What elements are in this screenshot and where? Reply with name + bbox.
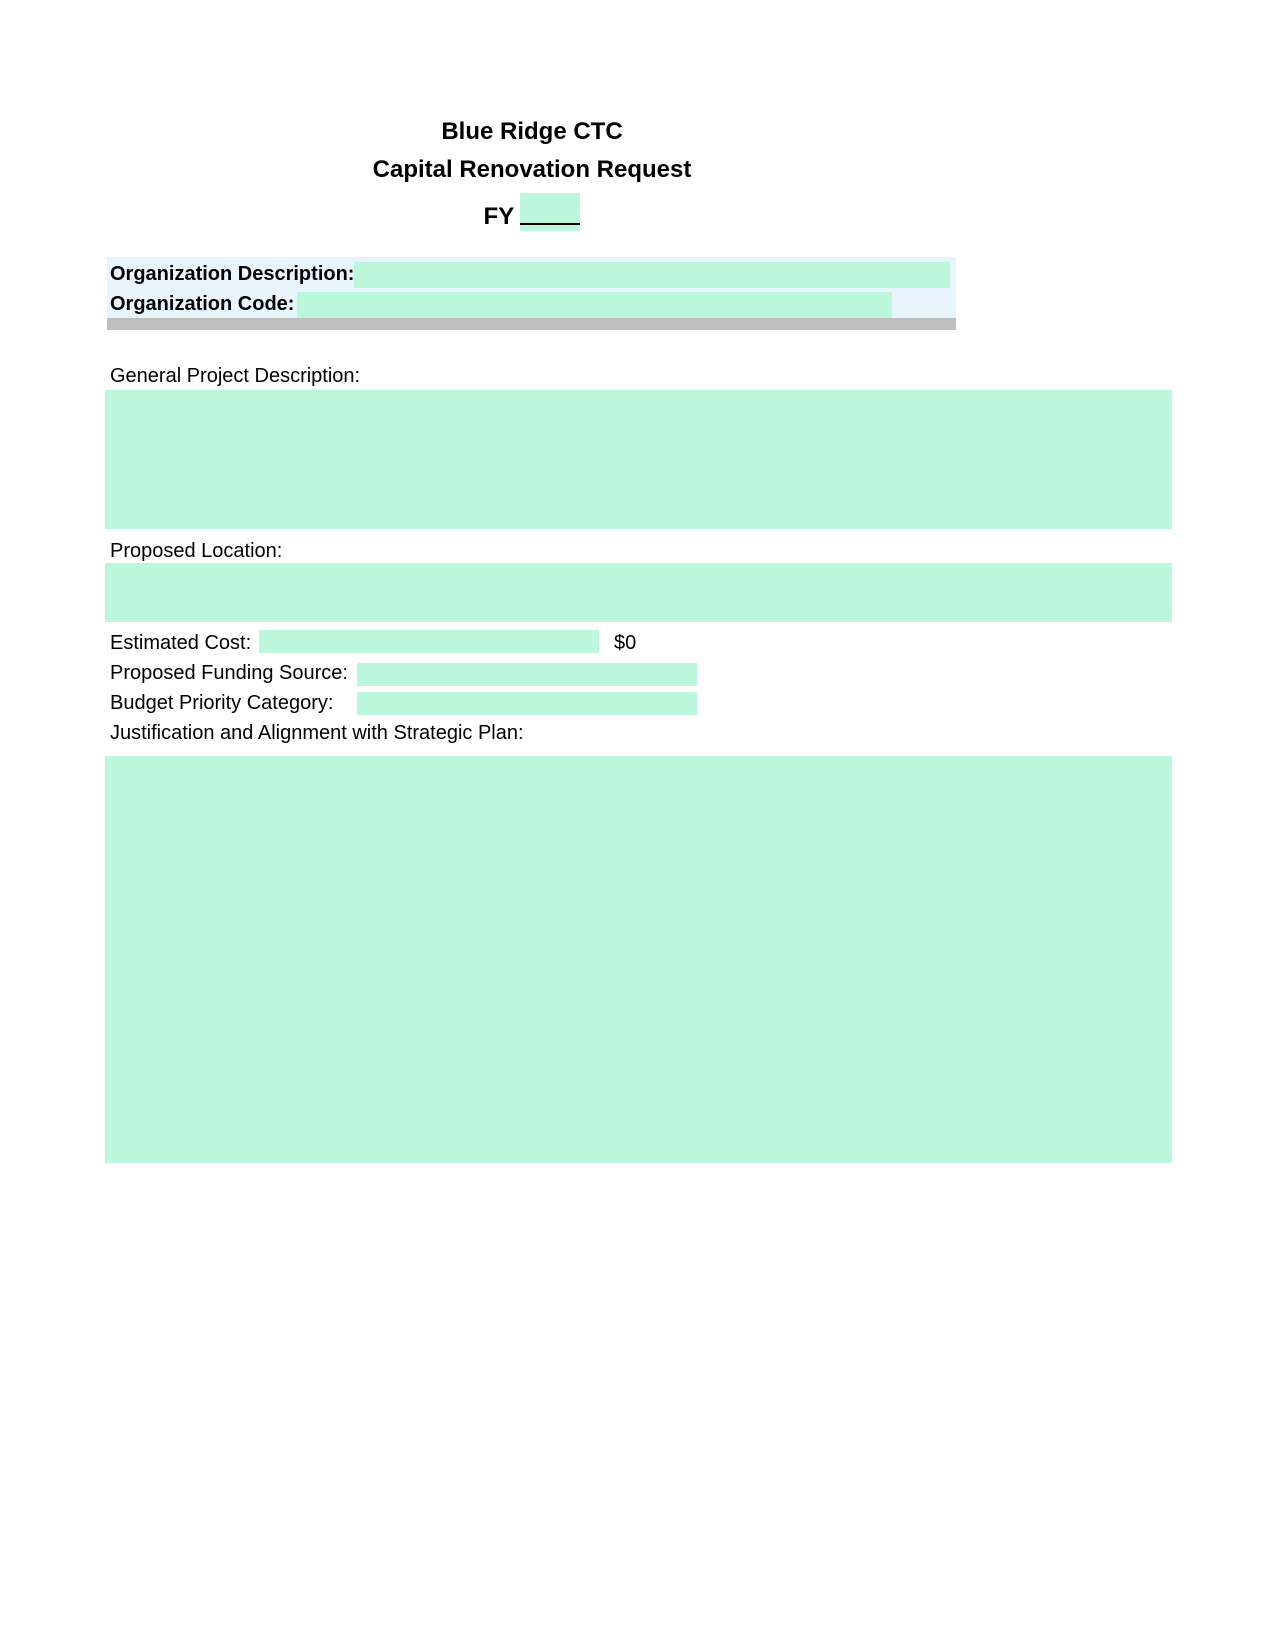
organization-code-label: Organization Code:	[110, 293, 295, 315]
org-name-title: Blue Ridge CTC	[441, 118, 623, 145]
estimated-cost-total: $0	[614, 632, 637, 654]
project-description-label: General Project Description:	[110, 365, 361, 387]
fy-input[interactable]	[520, 193, 580, 231]
justification-label: Justification and Alignment with Strategic Plan:	[110, 722, 524, 744]
fy-input-fill	[520, 193, 580, 231]
organization-divider	[107, 318, 956, 330]
justification-textarea[interactable]	[105, 756, 1172, 1163]
priority-category-input[interactable]	[357, 692, 697, 715]
fiscal-year-line	[0, 193, 1064, 232]
organization-description-label: Organization Description:	[110, 263, 355, 285]
funding-source-label: Proposed Funding Source:	[110, 662, 348, 684]
funding-source-input[interactable]	[357, 663, 697, 686]
proposed-location-label: Proposed Location:	[110, 540, 283, 562]
project-description-textarea[interactable]	[105, 390, 1172, 529]
organization-description-input[interactable]	[354, 262, 950, 288]
estimated-cost-input[interactable]	[259, 630, 599, 653]
fy-label: FY	[483, 203, 514, 230]
form-title: Capital Renovation Request	[372, 156, 692, 183]
priority-category-label: Budget Priority Category:	[110, 692, 334, 714]
organization-code-input[interactable]	[297, 292, 892, 318]
proposed-location-textarea[interactable]	[105, 563, 1172, 622]
estimated-cost-label: Estimated Cost:	[110, 632, 252, 654]
fy-underline	[520, 223, 580, 225]
